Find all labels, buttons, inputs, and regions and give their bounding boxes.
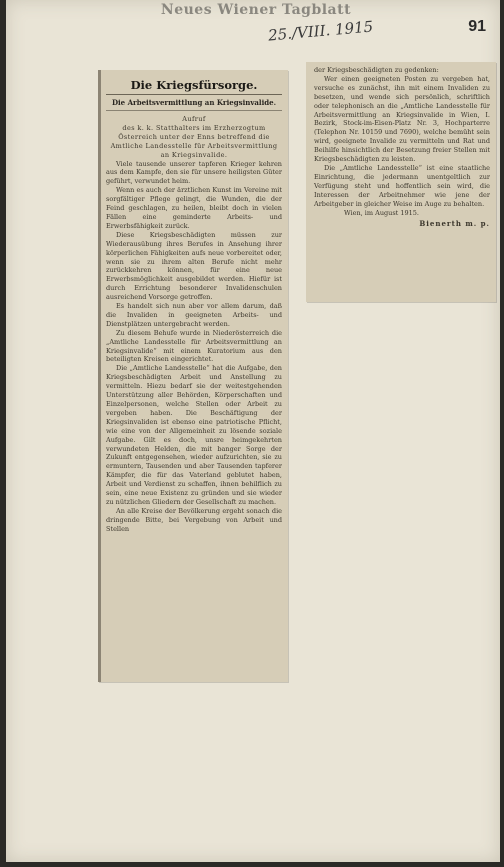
handwritten-date: 25./VIII. 1915 — [267, 17, 374, 45]
article-paragraph: Aufruf — [182, 115, 206, 123]
article-paragraph: Wenn es auch der ärztlichen Kunst im Vereine mit sorgfältiger Pflege gelingt, die Wunden, die der Feind geschlagen, zu heilen, bleibt doch in vielen Fällen eine geminderte Arbeits- und Erwerbsfähigkeit zurück. — [106, 186, 282, 230]
article-paragraph: der Kriegsbeschädigten zu gedenken: — [314, 66, 439, 74]
dateline: Wien, im August 1915. — [344, 208, 419, 217]
newspaper-masthead: Neues Wiener Tagblatt — [160, 2, 352, 18]
article-left-column — [106, 115, 282, 534]
article-headline: Die Kriegsfürsorge. — [106, 78, 282, 95]
article-subheadline: Die Arbeitsvermittlung an Kriegsinvalide. — [106, 98, 282, 111]
article-paragraph: Zu diesem Behufe wurde in Niederösterreich die „Amtliche Landesstelle für Arbeitsvermittlung an Kriegsinvalide“ mit einem Kuratorium aus den beteiligten Kreisen eingerichtet. — [106, 328, 282, 364]
clipping-sheet — [6, 0, 500, 862]
page-number: 91 — [468, 18, 486, 35]
article-paragraph: des k. k. Statthalters im Erzherzogtum Österreich unter der Enns betreffend die Amtliche Landesstelle für Arbeitsvermittlung an Kriegsinvalide. — [110, 123, 278, 159]
article-paragraph: Diese Kriegsbeschädigten müssen zur Wiederausübung ihres Berufes in Ansehung ihrer körperlichen Fähigkeiten aufs neue vorbereitet oder, wenn sie zu ihrem alten Berufe nicht mehr zurückkehren können, für eine neue Erwerbsmöglichkeit ausgebildet werden. Hiefür ist durch Errichtung besonderer Invalidenschulen ausreichend Vorsorge getroffen. — [106, 230, 282, 302]
article-paragraph: Viele tausende unserer tapferen Krieger kehren aus dem Kampfe, den sie für unsere heiligsten Güter geführt, verwundet heim. — [106, 159, 282, 186]
signature: Bienerth m. p. — [419, 219, 490, 229]
article-paragraph: Wer einen geeigneten Posten zu vergeben hat, versuche es zunächst, ihn mit einem Invaliden zu besetzen, und wende sich persönlich, schriftlich oder telephonisch an die „Amtliche Landesstelle für Arbeitsvermittlung an Kriegsinvalide in Wien, I. Bezirk, Stock-im-Eisen-Platz Nr. 3, Hochparterre (Telephon Nr. 10159 und 7690), welche bemüht sein wird, geeignete Invalide zu vermitteln und Rat und Beihilfe hinsichtlich der Besetzung freier Stellen mit Kriegsbeschädigten zu leisten. — [314, 74, 490, 164]
article-paragraph: Die „Amtliche Landesstelle“ ist eine staatliche Einrichtung, die jedermann unentgeltlich zur Verfügung steht und hoffentlich sein wird, die Interessen der Arbeitnehmer wie jene der Arbeitgeber in gleicher Weise im Auge zu behalten. — [314, 163, 490, 208]
article-right-column — [314, 66, 490, 228]
article-paragraph: Es handelt sich nun aber vor allem darum, daß die Invaliden in geeigneten Arbeits- und Dienstplätzen untergebracht werden. — [106, 302, 282, 328]
article-paragraph: An alle Kreise der Bevölkerung ergeht sonach die dringende Bitte, bei Vergebung von Arbeit und Stellen — [106, 506, 282, 533]
article-paragraph: Die „Amtliche Landesstelle“ hat die Aufgabe, den Kriegsbeschädigten Arbeit und Anstellung zu vermitteln. Hiezu bedarf sie der weitestgehenden Unterstützung aller Behörden, Körperschaften und Einzelpersonen, welche Stellen oder Arbeit zu vergeben haben. Die Beschäftigung der Kriegsinvaliden ist ebenso eine patriotische Pflicht, wie eine von der Allgemeinheit zu lösende soziale Aufgabe. Gilt es doch, unsre heimgekehrten verwundeten Helden, die mit banger Sorge der Zukunft entgegensehen, wieder aufzurichten, sie zu ermuntern, Tausenden und aber Tausenden tapferer Kämpfer, die für das Vaterland geblutet haben, Arbeit und Verdienst zu schaffen, ihnen behilflich zu sein, eine neue Existenz zu gründen und sie wieder zu nützlichen Gliedern der Gesellschaft zu machen. — [106, 364, 282, 506]
article-clipping-right — [306, 62, 496, 302]
article-clipping-left — [98, 70, 288, 682]
